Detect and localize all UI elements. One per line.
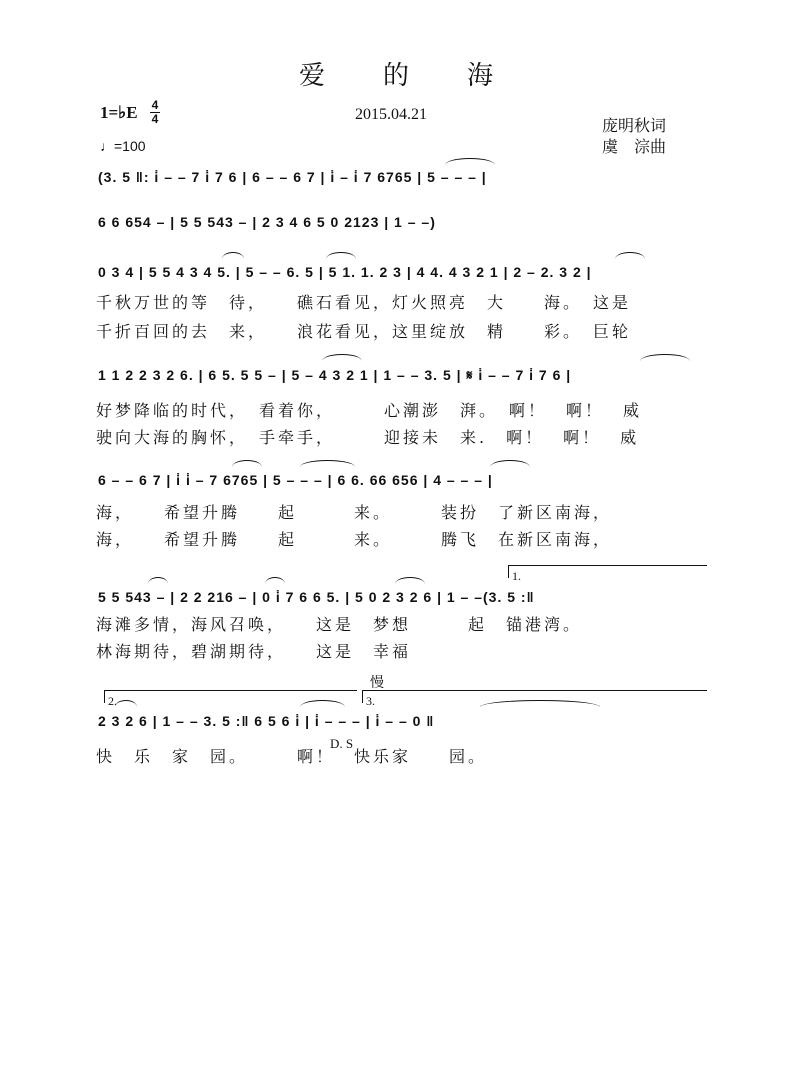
song-title: 爱 的 海 xyxy=(298,61,495,91)
notation: 2 3 2 6 | 1 – – 3. 5 :‖ 6 5 6 i̇ | i̇ – – – | i̇ – – 0 ‖ xyxy=(98,713,435,729)
tempo-marking: ♩=100 xyxy=(100,138,146,154)
score-row-3 xyxy=(98,257,708,287)
slur xyxy=(395,577,425,584)
volta-label: 1. xyxy=(512,569,521,583)
notation: 0 3 4 | 5 5 4 3 4 5. | 5 – – 6. 5 | 5 1. 1. 2 3 | 4 4. 4 3 2 1 | 2 – 2. 3 2 | xyxy=(98,264,592,280)
score-row-5 xyxy=(98,465,708,495)
lyric-line: 千折百回的去 来， 浪花看见，这里绽放 精 彩。 巨轮 xyxy=(96,322,632,341)
score-row-4 xyxy=(98,360,708,390)
slur xyxy=(480,700,600,707)
volta-label: 3. xyxy=(366,694,375,708)
notation: 1 1 2 2 3 2 6. | 6 5. 5 5 – | 5 – 4 3 2 1 | 1 – – 3. 5 | 𝄋 i̇ – – 7 i̇ 7 6 | xyxy=(98,366,572,383)
volta-label: 2. xyxy=(108,694,117,708)
score-row-2 xyxy=(98,207,708,237)
notation: 6 6 654 – | 5 5 543 – | 2 3 4 6 5 0 2123 | 1 – –) xyxy=(98,214,436,230)
key-signature: 1=♭E xyxy=(100,103,138,122)
tempo-mark-slow: 慢 xyxy=(370,676,384,691)
slur xyxy=(490,460,530,467)
slur xyxy=(640,354,690,361)
slur xyxy=(232,460,262,467)
time-signature-bottom: 4 xyxy=(151,112,159,126)
lyric-line: 海滩多情，海风召唤， 这是 梦想 起 锚港湾。 xyxy=(96,615,583,634)
slur xyxy=(265,577,285,584)
lyric-line: 林海期待，碧湖期待， 这是 幸福 xyxy=(96,642,412,661)
slur xyxy=(148,577,168,584)
notation: (3. 5 ‖: i̇ – – 7 i̇ 7 6 | 6 – – 6 7 | i̇ – i̇ 7 6765 | 5 – – – | xyxy=(98,169,487,185)
time-signature-top: 4 xyxy=(151,98,159,112)
lyric-line: 海， 希望升腾 起 来。 腾飞 在新区南海， xyxy=(96,530,613,549)
lyric-line: 好梦降临的时代， 看着你， 心潮澎 湃。 啊！ 啊！ 威 xyxy=(96,401,643,420)
slur xyxy=(445,158,495,165)
volta-bracket-1 xyxy=(508,565,707,583)
dal-segno-mark: D. S xyxy=(330,736,354,751)
lyric-line: 海， 希望升腾 起 来。 装扮 了新区南海， xyxy=(96,503,613,522)
slur xyxy=(322,354,362,361)
lyricist-credit: 庞明秋词 xyxy=(602,116,667,135)
notation: 6 – – 6 7 | i̇ i̇ – 7 6765 | 5 – – – | 6 6. 66 656 | 4 – – – | xyxy=(98,472,493,488)
slur xyxy=(115,700,137,707)
lyric-line: 千秋万世的等 待， 礁石看见，灯火照亮 大 海。 这是 xyxy=(96,293,632,312)
slur xyxy=(222,252,244,259)
time-signature xyxy=(150,100,160,125)
composer-credit: 虞 淙曲 xyxy=(602,137,667,156)
date: 2015.04.21 xyxy=(355,106,427,123)
score-row-7 xyxy=(98,706,708,736)
score-row-6 xyxy=(98,582,708,612)
lyric-line: 快 乐 家 园。 啊！ 快乐家 园。 xyxy=(96,747,488,766)
slur xyxy=(326,252,356,259)
slur xyxy=(300,700,345,707)
slur xyxy=(300,460,355,467)
score-row-1 xyxy=(98,162,708,192)
notation: 5 5 543 – | 2 2 216 – | 0 i̇ 7 6 6 5. | 5 0 2 3 2 6 | 1 – –(3. 5 :‖ xyxy=(98,589,535,605)
slur xyxy=(615,252,645,259)
lyric-line: 驶向大海的胸怀， 手牵手， 迎接未 来. 啊！ 啊！ 威 xyxy=(96,428,640,447)
